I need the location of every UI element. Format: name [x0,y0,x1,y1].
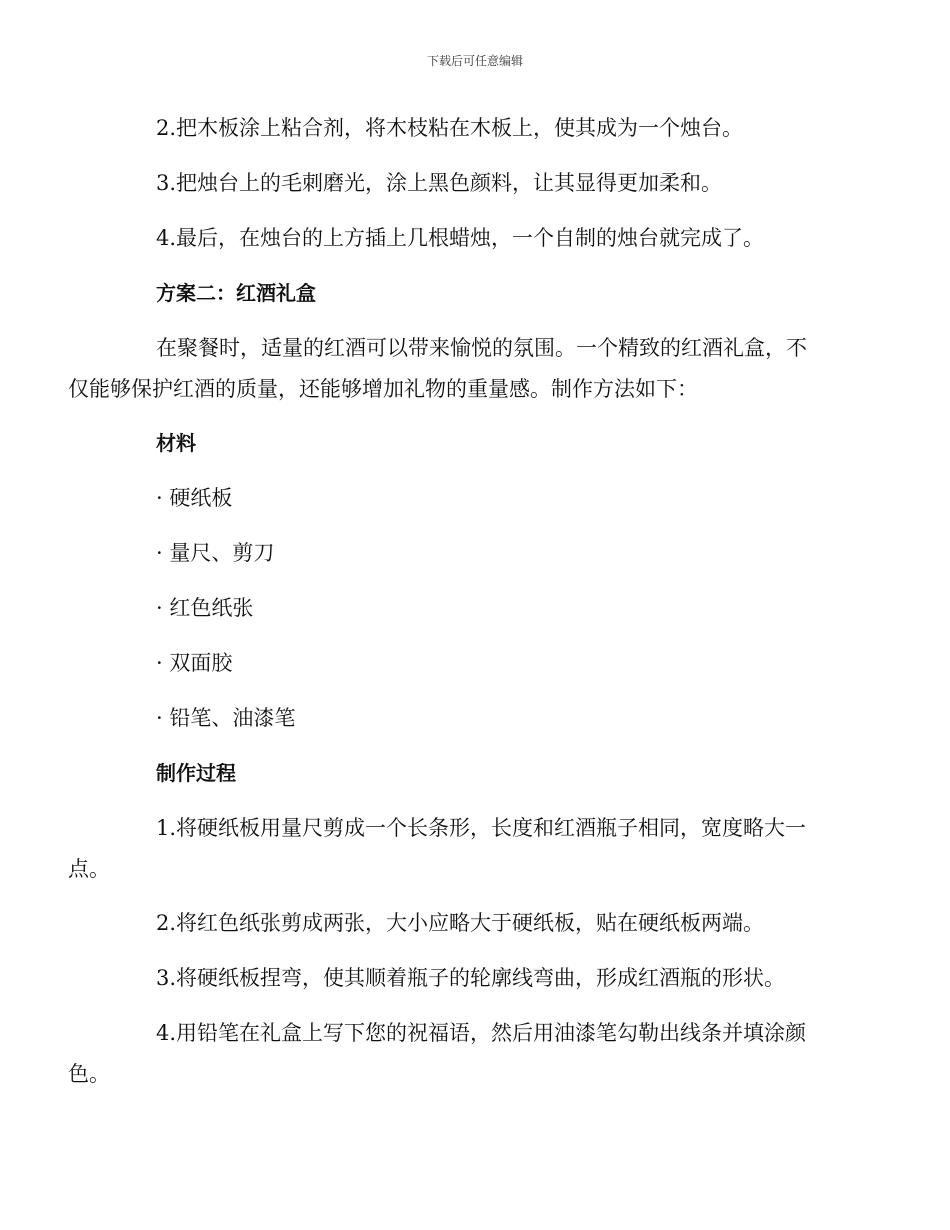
page-header: 下载后可任意编辑 [426,54,523,68]
paragraph-step-4: 4.最后，在烛台的上方插上几根蜡烛，一个自制的烛台就完成了。 [156,226,765,250]
process-step-4 [68,1013,832,1108]
material-item: · 量尺、剪刀 [156,541,275,565]
section-title: 方案二：红酒礼盒 [156,281,316,305]
intro-line-1: 在聚餐时，适量的红酒可以带来愉悦的氛围。一个精致的红酒礼盒，不 [156,336,807,360]
step-1-line-2: 点。 [68,857,110,881]
paragraph-step-3: 3.把烛台上的毛刺磨光，涂上黑色颜料，让其显得更加柔和。 [156,171,723,195]
materials-heading: 材料 [156,431,196,455]
material-item: · 红色纸张 [156,596,254,620]
step-4-line-2: 色。 [68,1062,110,1086]
intro-line-2: 仅能够保护红酒的质量，还能够增加礼物的重量感。制作方法如下： [68,377,698,401]
process-heading: 制作过程 [156,761,236,785]
intro-paragraph [68,328,832,423]
process-step-1 [68,808,832,903]
document-body [68,108,832,1108]
material-item: · 铅笔、油漆笔 [156,706,296,730]
process-step-2: 2.将红色纸张剪成两张，大小应略大于硬纸板，贴在硬纸板两端。 [156,911,765,935]
material-item: · 硬纸板 [156,486,233,510]
step-4-line-1: 4.用铅笔在礼盒上写下您的祝福语，然后用油漆笔勾勒出线条并填涂颜 [156,1021,807,1045]
step-1-line-1: 1.将硬纸板用量尺剪成一个长条形，长度和红酒瓶子相同，宽度略大一 [156,816,807,840]
material-item: · 双面胶 [156,651,233,675]
paragraph-step-2: 2.把木板涂上粘合剂，将木枝粘在木板上，使其成为一个烛台。 [156,116,744,140]
process-step-3: 3.将硬纸板捏弯，使其顺着瓶子的轮廓线弯曲，形成红酒瓶的形状。 [156,966,786,990]
